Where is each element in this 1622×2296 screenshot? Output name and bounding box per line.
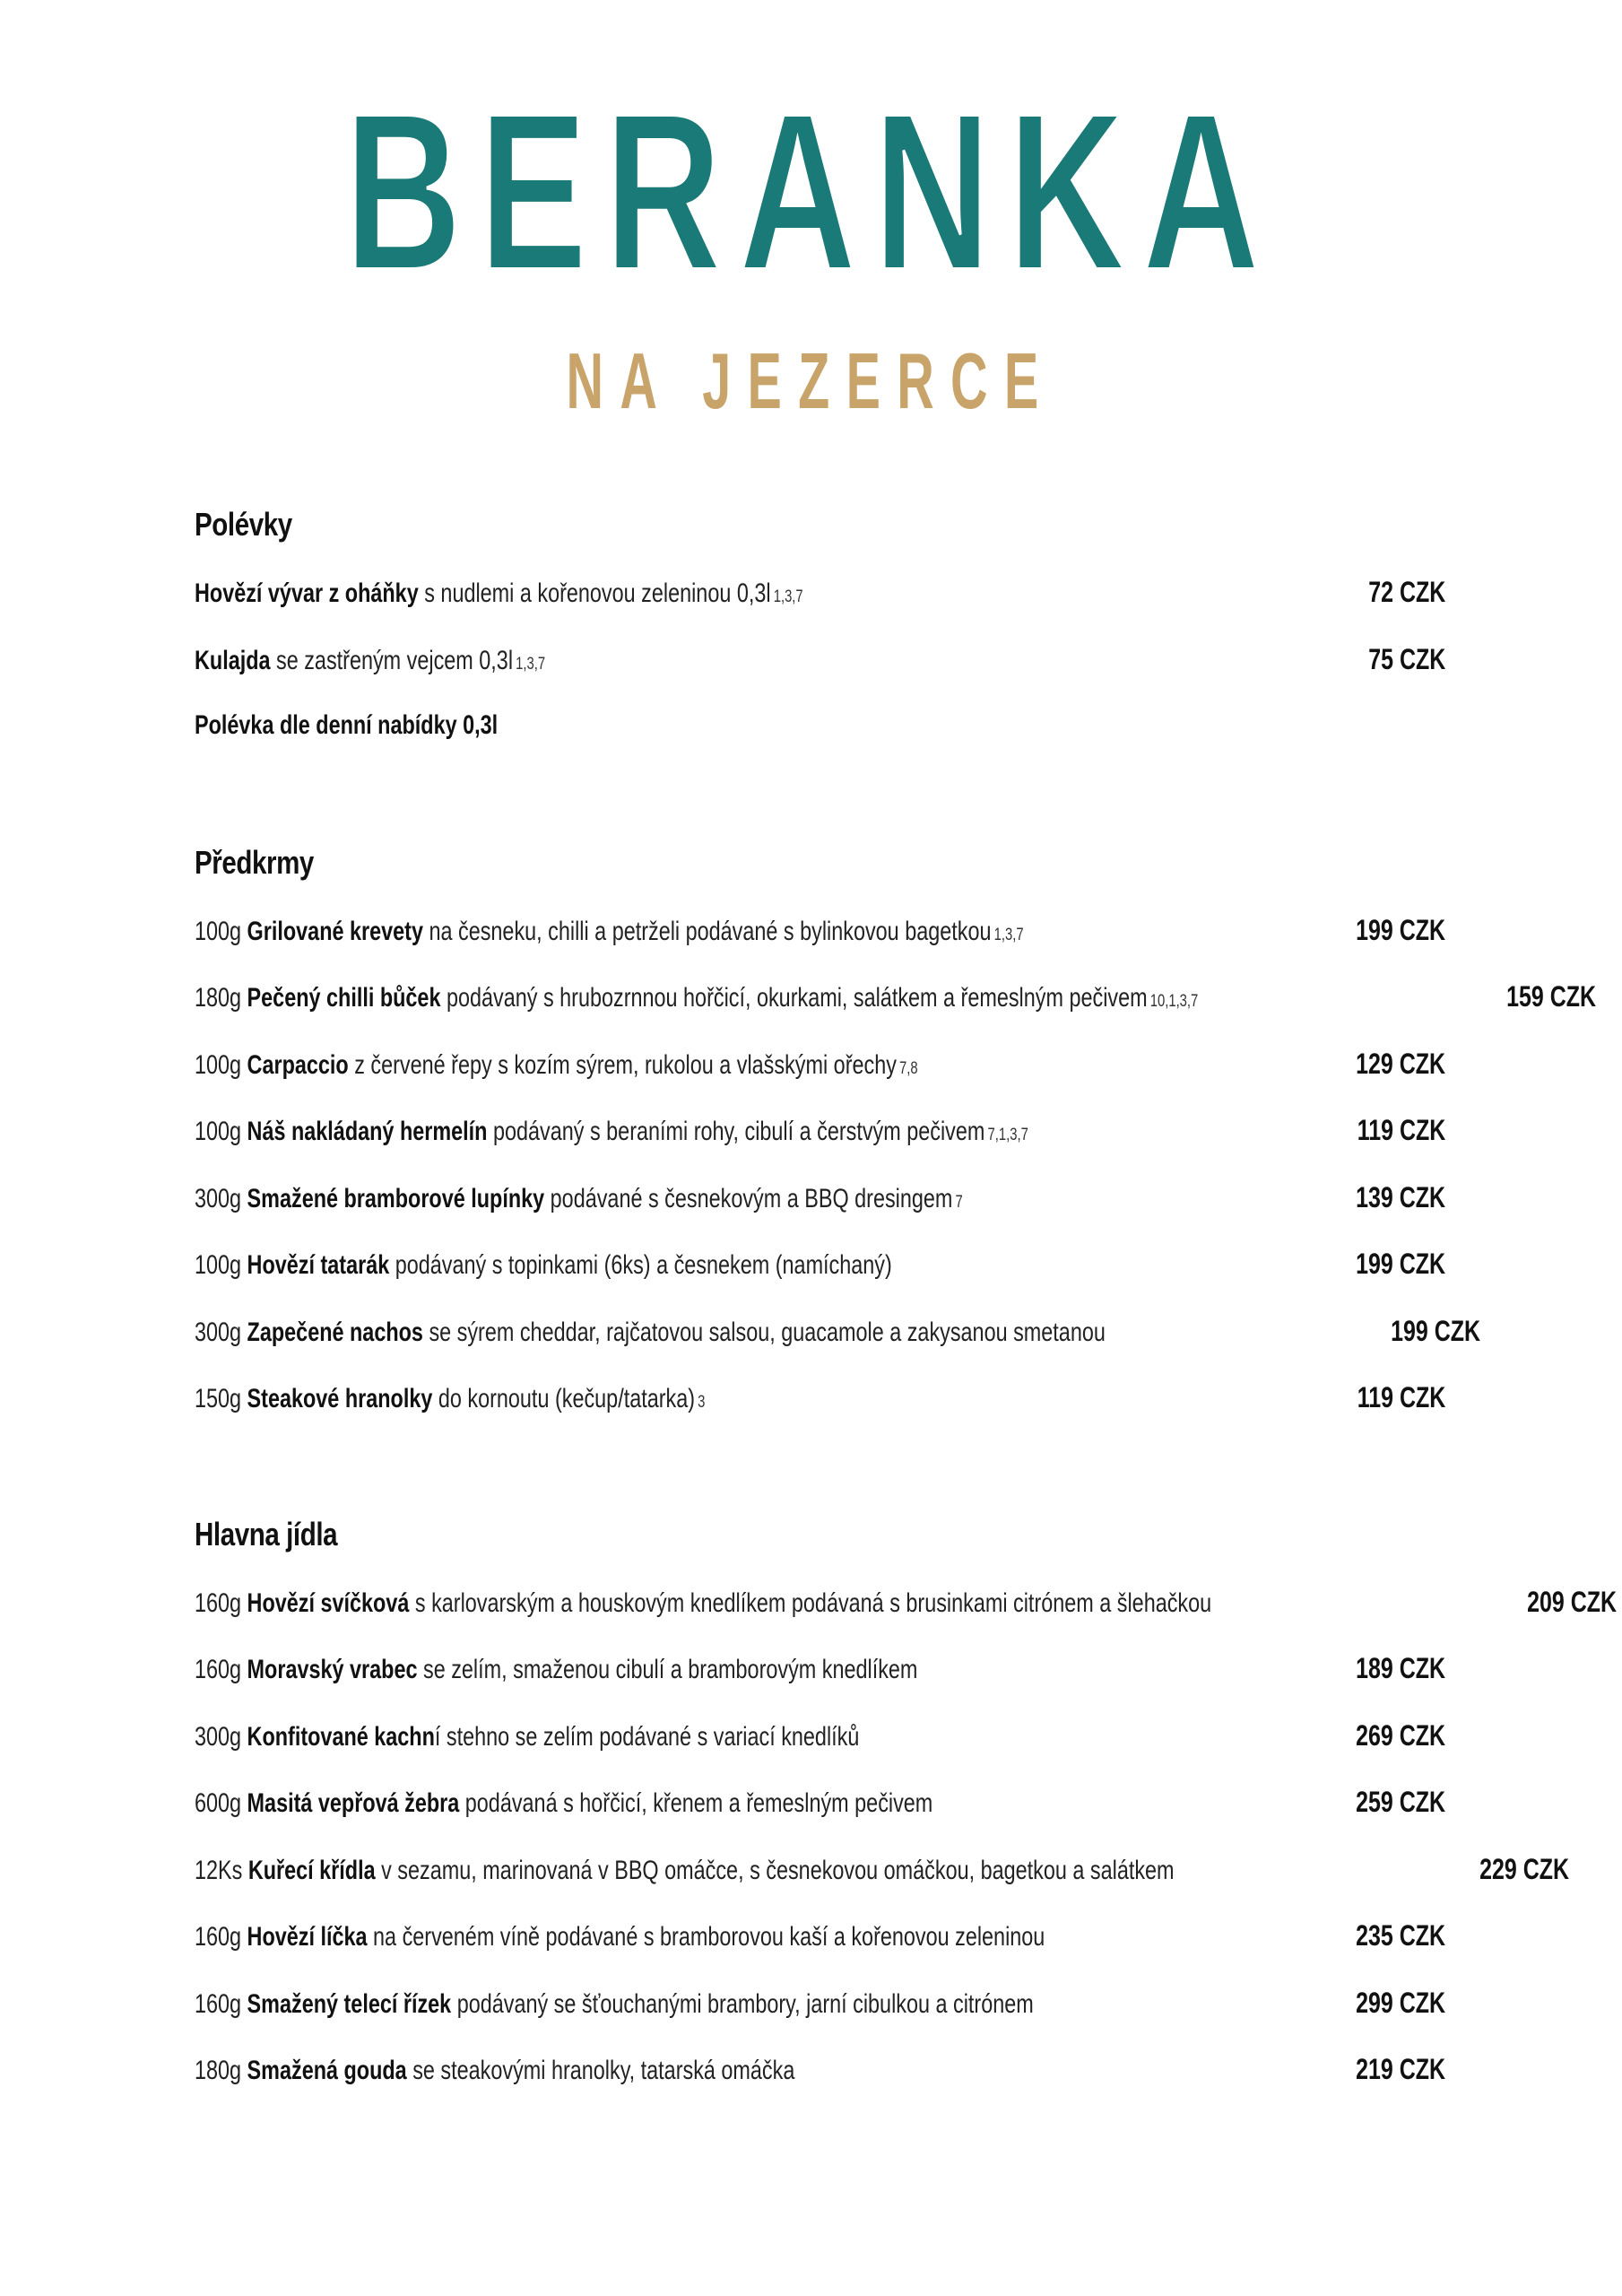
item-description: z červené řepy s kozím sýrem, rukolou a vlašskými ořechy xyxy=(348,1049,897,1080)
item-name: Steakové hranolky xyxy=(247,1384,433,1413)
menu-item-text xyxy=(195,1781,935,1830)
menu-item-text xyxy=(195,571,803,620)
item-weight: 300g xyxy=(195,1721,247,1752)
menu-item xyxy=(195,1913,1445,1980)
menu-item xyxy=(195,1175,1445,1242)
item-name: Grilované krevety xyxy=(247,916,423,946)
menu-item-text xyxy=(195,1310,1108,1359)
item-description: na česneku, chilli a petrželi podávané s bylinkovou bagetkou xyxy=(422,916,992,946)
item-allergens: 7 xyxy=(955,1192,963,1212)
item-price: 199 CZK xyxy=(1356,1248,1445,1280)
item-weight: 160g xyxy=(195,1587,247,1618)
item-name: Smažené bramborové lupínky xyxy=(247,1183,545,1213)
item-name: Carpaccio xyxy=(247,1049,349,1080)
item-weight: 300g xyxy=(195,1183,247,1213)
item-weight: 180g xyxy=(195,983,247,1013)
item-price: 72 CZK xyxy=(1368,576,1445,608)
item-description: podávaný s beraními rohy, cibulí a čerstvým pečivem xyxy=(487,1117,985,1146)
menu-item xyxy=(195,1779,1445,1847)
item-description: na červeném víně podávané s bramborovou kaší a kořenovou zeleninou xyxy=(367,1922,1045,1952)
item-weight: 12Ks xyxy=(195,1855,248,1885)
restaurant-header xyxy=(0,0,1622,466)
item-name: Zapečené nachos xyxy=(247,1317,423,1347)
item-allergens: 10,1,3,7 xyxy=(1149,992,1199,1011)
menu-item xyxy=(195,1713,1445,1780)
logo-sub-text: NA JEZERCE xyxy=(566,336,1055,425)
menu-item xyxy=(195,1309,1481,1376)
item-price: 229 CZK xyxy=(1479,1852,1569,1885)
menu-section xyxy=(195,1512,1618,2114)
item-description: s karlovarským a houskovým knedlíkem podávaná s brusinkami citrónem a šlehačkou xyxy=(409,1587,1212,1618)
menu-item xyxy=(195,1108,1445,1175)
menu-item xyxy=(195,2047,1445,2114)
item-allergens: 1,3,7 xyxy=(773,587,803,606)
item-price: 199 CZK xyxy=(1391,1314,1481,1347)
item-description: s nudlemi a kořenovou zeleninou 0,3l xyxy=(418,578,771,608)
item-name: Smažený telecí řízek xyxy=(247,1988,452,2019)
section-title: Polévky xyxy=(195,506,292,543)
item-price: 219 CZK xyxy=(1356,2053,1445,2085)
logo-main-text: BERANKA xyxy=(344,66,1277,317)
item-weight: 100g xyxy=(195,1250,247,1280)
item-description: podávaný s topinkami (6ks) a česnekem (namíchaný) xyxy=(389,1250,892,1280)
item-description: podávaná s hořčicí, křenem a řemeslným pečivem xyxy=(459,1788,933,1818)
menu-item-text xyxy=(195,976,1198,1024)
menu-item xyxy=(195,1579,1618,1647)
menu-item xyxy=(195,1041,1445,1109)
menu-item-text xyxy=(195,1982,1037,2031)
item-weight: 160g xyxy=(195,1655,247,1684)
item-name: Hovězí tatarák xyxy=(247,1250,390,1280)
item-name: Náš nakládaný hermelín xyxy=(247,1117,488,1146)
item-price: 75 CZK xyxy=(1368,642,1445,675)
menu-item-text xyxy=(195,1043,918,1091)
item-price: 259 CZK xyxy=(1356,1786,1445,1818)
item-name: Masitá vepřová žebra xyxy=(247,1788,460,1818)
section-title: Předkrmy xyxy=(195,843,314,881)
item-weight: 300g xyxy=(195,1317,247,1347)
menu-item xyxy=(195,974,1597,1041)
item-name: Moravský vrabec xyxy=(247,1655,418,1684)
menu-item-text xyxy=(195,639,545,687)
item-weight: 150g xyxy=(195,1384,247,1413)
menu-item-text xyxy=(195,1915,1047,1963)
item-name: Polévka dle denní nabídky 0,3l xyxy=(195,710,499,740)
menu-section xyxy=(195,502,1445,770)
menu-item-text xyxy=(195,1648,921,1696)
section-title: Hlavna jídla xyxy=(195,1515,338,1552)
item-name: Konfitované kachn xyxy=(247,1721,435,1752)
menu-item xyxy=(195,1847,1569,1914)
item-description: se steakovými hranolky, tatarská omáčka xyxy=(406,2056,795,2085)
item-name: Kuřecí křídla xyxy=(247,1855,376,1885)
menu-item xyxy=(195,570,1445,637)
item-allergens: 7,8 xyxy=(899,1058,918,1078)
menu-item-text xyxy=(195,1177,963,1225)
item-weight: 100g xyxy=(195,916,247,946)
item-weight: 180g xyxy=(195,2056,247,2085)
menu-item-text xyxy=(195,703,500,752)
item-description: se zastřeným vejcem 0,3l xyxy=(270,645,514,675)
menu-item-text xyxy=(195,2048,797,2097)
item-weight: 160g xyxy=(195,1922,247,1952)
menu-item-text xyxy=(195,1715,862,1763)
item-name: Pečený chilli bůček xyxy=(247,983,441,1013)
item-price: 129 CZK xyxy=(1356,1047,1445,1080)
item-price: 189 CZK xyxy=(1356,1652,1445,1684)
item-name: Smažená gouda xyxy=(247,2056,407,2085)
menu-item xyxy=(195,1241,1445,1309)
item-description: í stehno se zelím podávané s variací knedlíků xyxy=(434,1721,860,1752)
item-weight: 600g xyxy=(195,1788,247,1818)
item-price: 119 CZK xyxy=(1357,1114,1445,1146)
menu-item-text xyxy=(195,1848,1177,1897)
menu-item xyxy=(195,1646,1445,1713)
item-description: v sezamu, marinovaná v BBQ omáčce, s česnekovou omáčkou, bagetkou a salátkem xyxy=(375,1855,1175,1885)
item-price: 299 CZK xyxy=(1356,1986,1445,2019)
menu-item xyxy=(195,1375,1445,1442)
item-description: se sýrem cheddar, rajčatovou salsou, guacamole a zakysanou smetanou xyxy=(422,1317,1106,1347)
item-price: 235 CZK xyxy=(1356,1919,1445,1952)
menu xyxy=(195,502,1618,2184)
item-description: podávaný s hrubozrnnou hořčicí, okurkami, salátkem a řemeslným pečivem xyxy=(440,983,1148,1013)
menu-item xyxy=(195,637,1445,704)
item-price: 269 CZK xyxy=(1356,1718,1445,1752)
item-price: 139 CZK xyxy=(1356,1180,1445,1213)
menu-item-text xyxy=(195,1109,1028,1158)
item-allergens: 7,1,3,7 xyxy=(987,1126,1028,1144)
item-name: Hovězí líčka xyxy=(247,1922,368,1952)
item-price: 159 CZK xyxy=(1506,980,1597,1013)
item-weight: 100g xyxy=(195,1117,247,1146)
item-description: podávané s česnekovým a BBQ dresingem xyxy=(544,1183,953,1213)
menu-item-text xyxy=(195,1377,705,1425)
menu-item xyxy=(195,908,1445,975)
menu-item xyxy=(195,703,1445,770)
item-allergens: 1,3,7 xyxy=(993,925,1024,944)
item-name: Kulajda xyxy=(195,645,271,675)
menu-item xyxy=(195,1980,1445,2048)
item-price: 119 CZK xyxy=(1357,1381,1445,1413)
item-weight: 160g xyxy=(195,1988,247,2019)
menu-item-text xyxy=(195,1581,1214,1630)
item-weight: 100g xyxy=(195,1049,247,1080)
restaurant-logo xyxy=(0,0,1622,466)
item-description: se zelím, smaženou cibulí a bramborovým knedlíkem xyxy=(417,1655,918,1684)
menu-section xyxy=(195,840,1597,1442)
item-price: 199 CZK xyxy=(1356,913,1445,946)
item-allergens: 3 xyxy=(698,1393,706,1412)
item-description: podávaný se šťouchanými brambory, jarní cibulkou a citrónem xyxy=(451,1988,1034,2019)
menu-item-text xyxy=(195,1243,895,1292)
menu-item-text xyxy=(195,909,1024,958)
item-description: do kornoutu (kečup/tatarka) xyxy=(432,1384,696,1413)
item-price: 209 CZK xyxy=(1527,1585,1618,1618)
item-allergens: 1,3,7 xyxy=(516,654,546,674)
item-name: Hovězí vývar z oháňky xyxy=(195,578,419,608)
item-name: Hovězí svíčková xyxy=(247,1587,410,1618)
